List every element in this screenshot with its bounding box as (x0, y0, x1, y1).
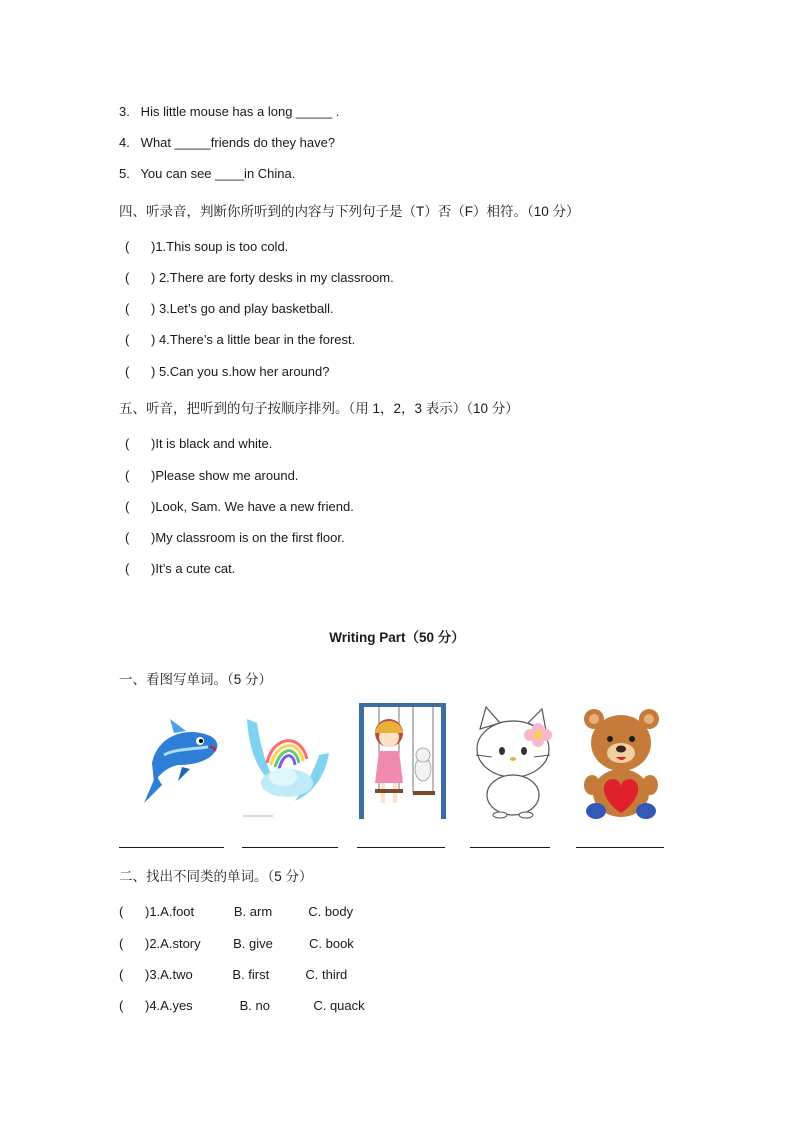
odd-one-out-item-1: ( )1.A.foot B. arm C. body (119, 904, 354, 919)
listening-item-3: 3. His little mouse has a long _____ . (119, 104, 340, 119)
section-5-heading: 五、听音，把听到的句子按顺序排列。（用 1，2，3 表示）（10 分） (119, 401, 519, 416)
listening-item-4: 4. What _____friends do they have? (119, 135, 336, 150)
section-4-heading: 四、听录音，判断你所听到的内容与下列句子是（T）否（F）相符。（10 分） (119, 204, 580, 219)
section-4-item-3: ( ) 3.Let’s go and play basketball. (125, 301, 334, 316)
answer-blank-3[interactable] (357, 847, 445, 848)
fish-picture (134, 703, 226, 821)
swing-picture (357, 703, 450, 821)
section-4-item-4: ( ) 4.There’s a little bear in the forest. (125, 332, 356, 347)
section-5-item-2: ( )Please show me around. (125, 468, 299, 483)
bear-picture (580, 703, 663, 821)
section-4-item-5: ( ) 5.Can you s.how her around? (125, 364, 330, 379)
writing-part-1-heading: 一、看图写单词。（5 分） (119, 672, 273, 687)
odd-one-out-item-3: ( )3.A.two B. first C. third (119, 967, 348, 982)
section-5-item-4: ( )My classroom is on the first floor. (125, 530, 345, 545)
section-5-item-1: ( )It is black and white. (125, 436, 273, 451)
answer-blank-5[interactable] (576, 847, 664, 848)
answer-blank-4[interactable] (470, 847, 550, 848)
writing-part-title: Writing Part（50 分） (329, 630, 465, 645)
section-4-item-1: ( )1.This soup is too cold. (125, 239, 289, 254)
wings-picture (239, 703, 337, 821)
answer-blank-2[interactable] (242, 847, 338, 848)
answer-blank-1[interactable] (119, 847, 224, 848)
odd-one-out-item-2: ( )2.A.story B. give C. book (119, 936, 354, 951)
writing-part-2-heading: 二、找出不同类的单词。（5 分） (119, 869, 313, 884)
section-4-item-2: ( ) 2.There are forty desks in my classroom. (125, 270, 394, 285)
listening-item-5: 5. You can see ____in China. (119, 166, 296, 181)
cat-picture (466, 703, 561, 821)
odd-one-out-item-4: ( )4.A.yes B. no C. quack (119, 998, 365, 1013)
section-5-item-5: ( )It’s a cute cat. (125, 561, 236, 576)
section-5-item-3: ( )Look, Sam. We have a new friend. (125, 499, 354, 514)
